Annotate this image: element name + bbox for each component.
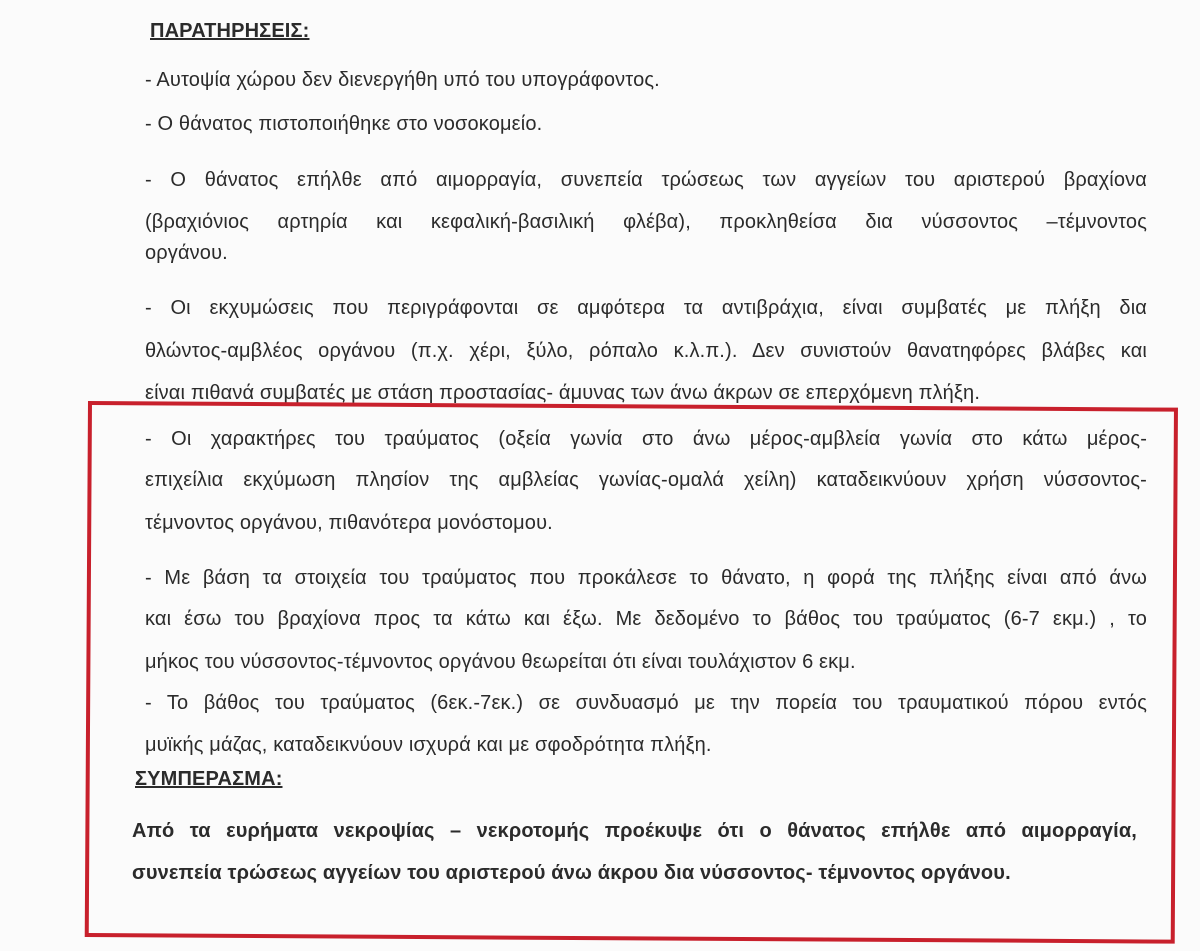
remark-line: θλώντος-αμβλέος οργάνου (π.χ. χέρι, ξύλο, ρόπαλο κ.λ.π.). Δεν συνιστούν θανατηφόρες βλάβες και [145, 340, 1147, 362]
remark-line: οργάνου. [145, 242, 228, 264]
remark-line: και έσω του βραχίονα προς τα κάτω και έξω. Με δεδομένο το βάθος του τραύματος (6-7 εκμ.) , το [145, 608, 1147, 630]
remark-line: τέμνοντος οργάνου, πιθανότερα μονόστομου. [145, 512, 553, 534]
remarks-heading: ΠΑΡΑΤΗΡΗΣΕΙΣ: [150, 20, 310, 42]
remark-line: - Οι εκχυμώσεις που περιγράφονται σε αμφότερα τα αντιβράχια, είναι συμβατές με πλήξη δια [145, 297, 1147, 319]
remark-line: - Ο θάνατος επήλθε από αιμορραγία, συνεπεία τρώσεως των αγγείων του αριστερού βραχίονα [145, 169, 1147, 191]
conclusion-line: συνεπεία τρώσεως αγγείων του αριστερού άνω άκρου δια νύσσοντος- τέμνοντος οργάνου. [132, 862, 1011, 884]
remark-line: επιχείλια εκχύμωση πλησίον της αμβλείας γωνίας-ομαλά χείλη) καταδεικνύουν χρήση νύσσοντος- [145, 469, 1147, 491]
remark-line: μυϊκής μάζας, καταδεικνύουν ισχυρά και με σφοδρότητα πλήξη. [145, 734, 712, 756]
remark-line: μήκος του νύσσοντος-τέμνοντος οργάνου θεωρείται ότι είναι τουλάχιστον 6 εκμ. [145, 651, 856, 673]
remark-line: - Ο θάνατος πιστοποιήθηκε στο νοσοκομείο. [145, 113, 543, 135]
remark-line: - Αυτοψία χώρου δεν διενεργήθη υπό του υπογράφοντος. [145, 69, 660, 91]
remark-line: - Το βάθος του τραύματος (6εκ.-7εκ.) σε συνδυασμό με την πορεία του τραυματικού πόρου εντός [145, 692, 1147, 714]
remark-line: (βραχιόνιος αρτηρία και κεφαλική-βασιλική φλέβα), προκληθείσα δια νύσσοντος –τέμνοντος [145, 211, 1147, 233]
remark-line: - Με βάση τα στοιχεία του τραύματος που προκάλεσε το θάνατο, η φορά της πλήξης είναι από άνω [145, 567, 1147, 589]
conclusion-line: Από τα ευρήματα νεκροψίας – νεκροτομής προέκυψε ότι ο θάνατος επήλθε από αιμορραγία, [132, 820, 1137, 842]
conclusion-heading: ΣΥΜΠΕΡΑΣΜΑ: [135, 768, 283, 790]
remark-line: είναι πιθανά συμβατές με στάση προστασίας- άμυνας των άνω άκρων σε επερχόμενη πλήξη. [145, 382, 981, 404]
remark-line: - Οι χαρακτήρες του τραύματος (οξεία γωνία στο άνω μέρος-αμβλεία γωνία στο κάτω μέρος- [145, 428, 1147, 450]
